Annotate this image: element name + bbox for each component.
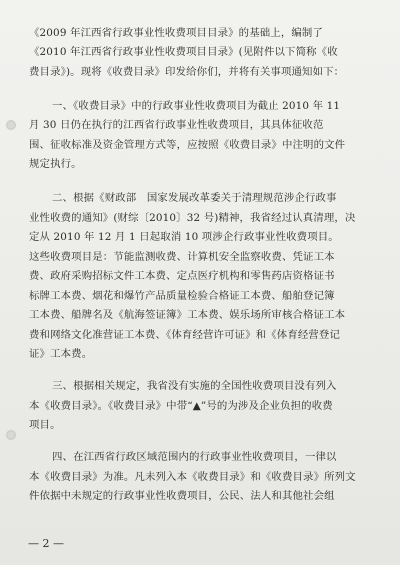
text-line: 费目录》)。现将《收费目录》印发给你们，并将有关事项通知如下： bbox=[29, 66, 345, 78]
text-line: 《2010 年江西省行政事业性收费项目目录》(见附件以下简称《收 bbox=[29, 46, 338, 58]
text-line: 这些收费项目是：节能监测收费、计算机安全监察收费、凭证工本 bbox=[29, 251, 335, 263]
text-line: 《2009 年江西省行政事业性收费项目目录》的基础上，编制了 bbox=[29, 27, 324, 39]
text-line: 件依据中未规定的行政事业性收费项目，公民、法人和其他社会组 bbox=[29, 490, 335, 502]
text-line: 围、征收标准及资金管理方式等，应按照《收费目录》中注明的文件 bbox=[29, 139, 346, 151]
punch-hole bbox=[6, 120, 16, 130]
text-line: 证》工本费。 bbox=[29, 348, 93, 360]
text-line: 月 30 日仍在执行的江西省行政事业性收费项目，其具体征收范 bbox=[29, 119, 324, 131]
text-line: 定从 2010 年 12 月 1 日起取消 10 项涉企行政事业性收费项目。 bbox=[29, 231, 339, 243]
punch-hole bbox=[6, 430, 16, 440]
text-line: 本《收费目录》为准。凡未列入本《收费目录》和《收费目录》所列文 bbox=[29, 471, 356, 483]
text-line: 费和网络文化准营证工本费、《体育经营许可证》和《体育经营登记 bbox=[29, 329, 341, 341]
text-line: 三、根据相关规定，我省没有实施的全国性收费项目没有列入 bbox=[52, 380, 337, 392]
text-line: 费、政府采购招标文件工本费、定点医疗机构和零售药店资格证书 bbox=[29, 270, 335, 282]
text-line: 标牌工本费、烟花和爆竹产品质量检验合格证工本费、船舶登记簿 bbox=[29, 290, 335, 302]
text-line: 项目。 bbox=[29, 419, 61, 431]
text-line: 一、《收费目录》中的行政事业性收费项目为截止 2010 年 11 bbox=[52, 100, 341, 112]
text-line: 工本费、船牌名及《航海签证簿》工本费、娱乐场所审核合格证工本 bbox=[29, 309, 346, 321]
page-number: — 2 — bbox=[28, 537, 64, 550]
text-line: 业性收费的通知》(财综〔2010〕32 号)精神，我省经过认真清理，决 bbox=[29, 212, 356, 224]
text-line: 四、在江西省行政区域范围内的行政事业性收费项目，一律以 bbox=[52, 451, 337, 463]
text-line: 本《收费目录》。《收费目录》中带“▲”号的为涉及企业负担的收费 bbox=[29, 400, 333, 412]
text-line: 二、根据《财政部 国家发展改革委关于清理规范涉企行政事 bbox=[52, 192, 337, 204]
text-line: 规定执行。 bbox=[29, 158, 82, 170]
